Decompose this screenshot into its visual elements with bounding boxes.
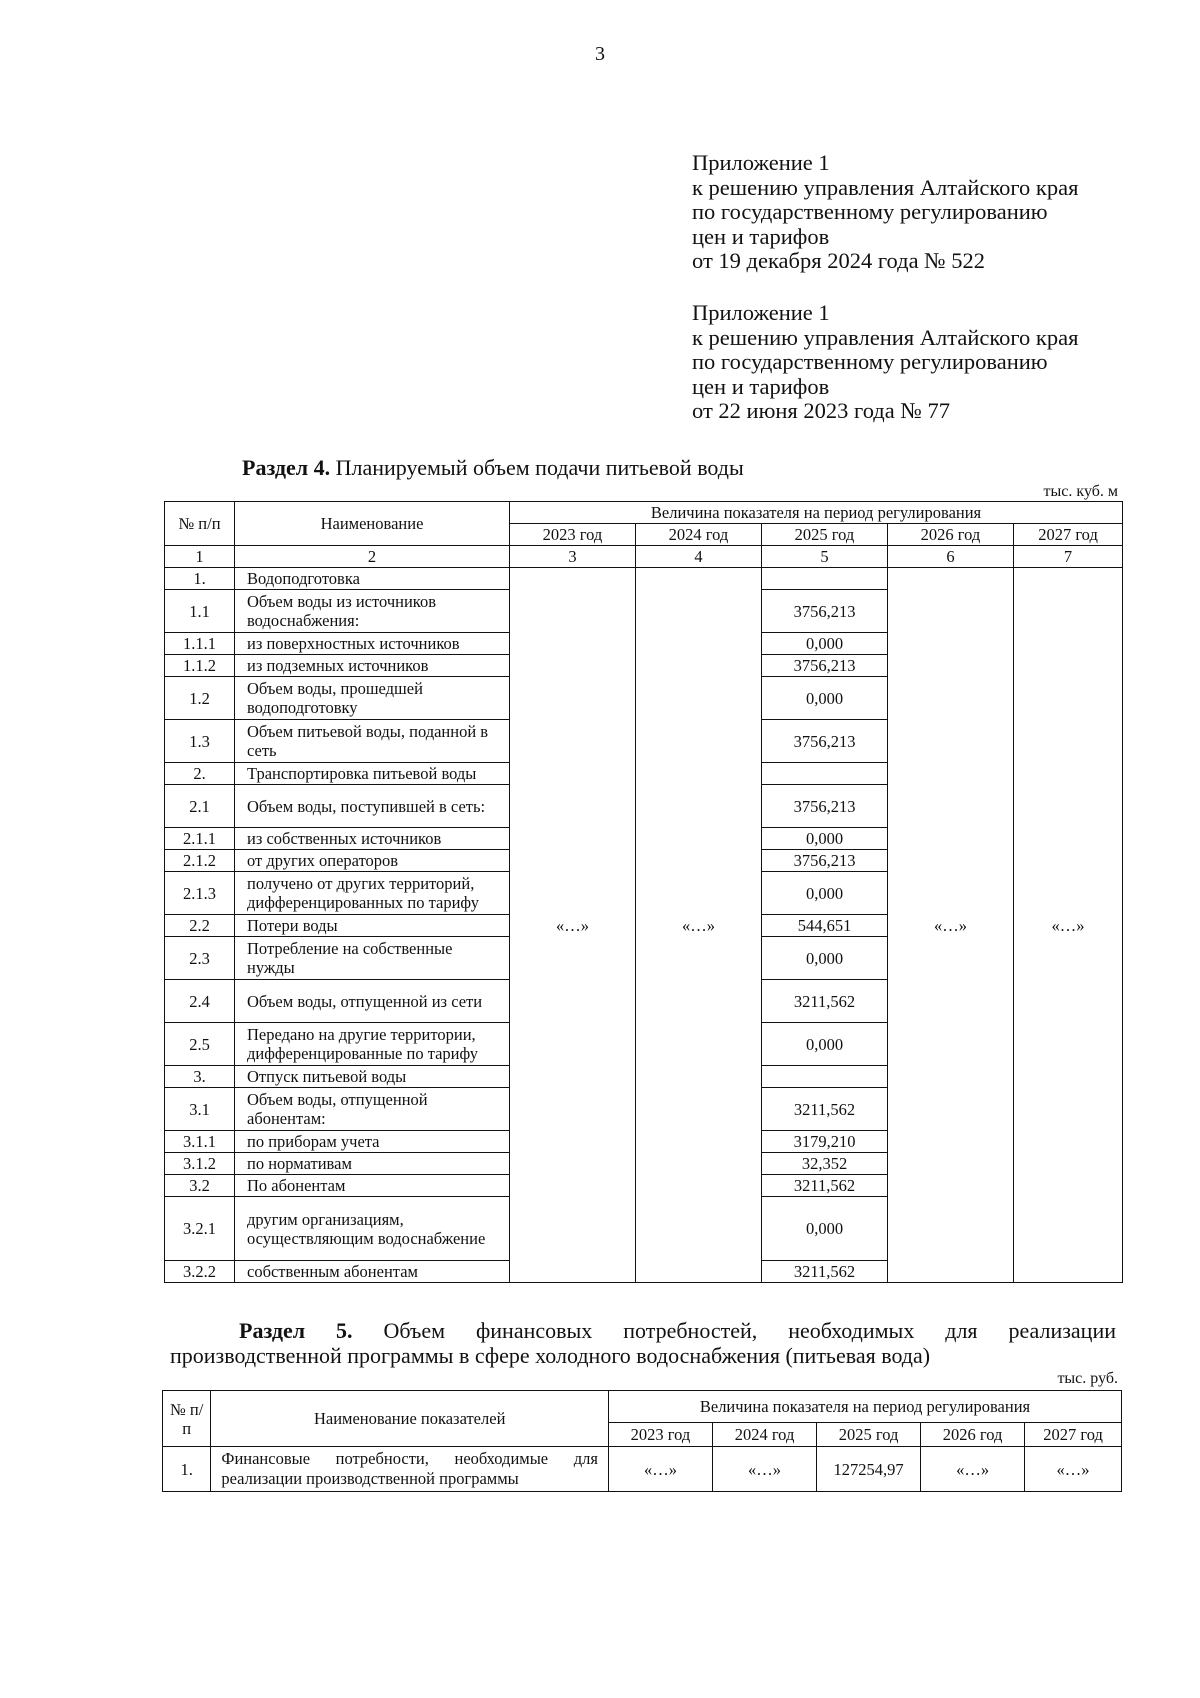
row-name: Передано на другие территории, дифференцированные по тарифу	[235, 1023, 510, 1066]
row-value-2025: 3756,213	[762, 720, 888, 763]
section-5-table	[162, 1390, 1122, 1492]
value-2026-omitted: «…»	[888, 568, 1014, 1283]
row-name: Объем воды, поступившей в сеть:	[235, 785, 510, 828]
page-number: 3	[595, 43, 605, 65]
column-number: 6	[888, 546, 1014, 568]
row-value-2025: 0,000	[762, 1023, 888, 1066]
row-value-2025: 3211,562	[762, 1261, 888, 1283]
row-value-2025: 3211,562	[762, 1175, 888, 1197]
appendix-line: Приложение 1	[692, 150, 830, 175]
row-value: «…»	[608, 1447, 712, 1492]
column-number: 5	[762, 546, 888, 568]
table-row	[165, 568, 1123, 590]
section-4-table	[164, 501, 1123, 1283]
appendix-line: цен и тарифов	[692, 373, 830, 399]
row-name: Отпуск питьевой воды	[235, 1066, 510, 1088]
row-name: другим организациям, осуществляющим водоснабжение	[235, 1197, 510, 1261]
row-value-2025: 0,000	[762, 828, 888, 850]
row-value-2025: 3211,562	[762, 1088, 888, 1131]
row-name: от других операторов	[235, 850, 510, 872]
header-year: 2025 год	[817, 1423, 921, 1447]
header-name: Наименование	[235, 502, 510, 546]
column-number: 4	[636, 546, 762, 568]
row-value-2025	[762, 763, 888, 785]
header-group: Величина показателя на период регулирования	[510, 502, 1123, 524]
row-num: 1.3	[165, 720, 235, 763]
value-2023-omitted: «…»	[510, 568, 636, 1283]
row-name: Транспортировка питьевой воды	[235, 763, 510, 785]
row-value-2025: 32,352	[762, 1153, 888, 1175]
row-value-2025: 0,000	[762, 872, 888, 915]
row-num: 1.1.2	[165, 655, 235, 677]
row-num: 2.2	[165, 915, 235, 937]
column-number: 1	[165, 546, 235, 568]
row-num: 2.	[165, 763, 235, 785]
appendix-line: по государственному регулированию	[692, 199, 1048, 224]
row-value-2025: 544,651	[762, 915, 888, 937]
row-num: 1.	[165, 568, 235, 590]
row-value-2025: 0,000	[762, 633, 888, 655]
row-num: 2.3	[165, 937, 235, 980]
header-year: 2027 год	[1014, 524, 1123, 546]
row-name: из подземных источников	[235, 655, 510, 677]
row-num: 3.1.1	[165, 1131, 235, 1153]
section-4-unit: тыс. куб. м	[1043, 483, 1118, 500]
section-5-title-line1: Объем финансовых потребностей, необходимых для реализации	[383, 1318, 1116, 1343]
header-year: 2027 год	[1025, 1423, 1122, 1447]
value-2027-omitted: «…»	[1014, 568, 1123, 1283]
appendix-line: от 19 декабря 2024 года № 522	[692, 248, 986, 273]
row-num: 2.1.3	[165, 872, 235, 915]
row-name: Потребление на собственные нужды	[235, 937, 510, 980]
section-5-label: Раздел 5.	[239, 1318, 353, 1343]
row-value: «…»	[921, 1447, 1025, 1492]
row-value-2025: 0,000	[762, 937, 888, 980]
row-value: «…»	[1025, 1447, 1122, 1492]
row-value-2025: 3756,213	[762, 655, 888, 677]
appendix-line: цен и тарифов	[692, 223, 830, 249]
section-4-title	[242, 455, 744, 481]
row-num: 1.1	[165, 590, 235, 633]
row-name: Объем воды из источников водоснабжения:	[235, 590, 510, 633]
header-group: Величина показателя на период регулирования	[608, 1391, 1121, 1423]
header-year: 2024 год	[636, 524, 762, 546]
row-name: Потери воды	[235, 915, 510, 937]
row-name: По абонентам	[235, 1175, 510, 1197]
row-num: 1.1.1	[165, 633, 235, 655]
row-value-2025: 3211,562	[762, 980, 888, 1023]
row-value-2025: 3756,213	[762, 785, 888, 828]
header-year: 2023 год	[510, 524, 636, 546]
row-num: 3.1.2	[165, 1153, 235, 1175]
row-num: 2.5	[165, 1023, 235, 1066]
header-num: № п/п	[163, 1391, 211, 1447]
column-number: 7	[1014, 546, 1123, 568]
header-year: 2025 год	[762, 524, 888, 546]
appendix-line: Приложение 1	[692, 300, 830, 325]
row-value: 127254,97	[817, 1447, 921, 1492]
value-2024-omitted: «…»	[636, 568, 762, 1283]
row-name: Объем питьевой воды, поданной в сеть	[235, 720, 510, 763]
column-number: 3	[510, 546, 636, 568]
row-value: «…»	[713, 1447, 817, 1492]
appendix-line: к решению управления Алтайского края	[692, 174, 1079, 200]
row-value-2025	[762, 568, 888, 590]
header-year: 2026 год	[921, 1423, 1025, 1447]
section-4-title-text: Планируемый объем подачи питьевой воды	[335, 455, 744, 480]
row-value-2025: 3756,213	[762, 850, 888, 872]
appendix-current-block	[692, 151, 1172, 274]
row-num: 1.2	[165, 677, 235, 720]
row-name: из поверхностных источников	[235, 633, 510, 655]
appendix-previous-block	[692, 301, 1172, 424]
row-num: 2.1.1	[165, 828, 235, 850]
row-name: из собственных источников	[235, 828, 510, 850]
header-year: 2026 год	[888, 524, 1014, 546]
section-5-unit: тыс. руб.	[1057, 1370, 1118, 1387]
row-num: 3.2.1	[165, 1197, 235, 1261]
row-name: получено от других территорий, дифференцированных по тарифу	[235, 872, 510, 915]
row-num: 1.	[163, 1447, 211, 1492]
row-value-2025: 3756,213	[762, 590, 888, 633]
row-value-2025	[762, 1066, 888, 1088]
row-num: 2.4	[165, 980, 235, 1023]
section-5-title	[170, 1318, 1116, 1368]
row-value-2025: 3179,210	[762, 1131, 888, 1153]
column-number: 2	[235, 546, 510, 568]
row-num: 3.1	[165, 1088, 235, 1131]
row-value-2025: 0,000	[762, 677, 888, 720]
row-name: по нормативам	[235, 1153, 510, 1175]
header-year: 2023 год	[608, 1423, 712, 1447]
appendix-line: к решению управления Алтайского края	[692, 324, 1079, 350]
section-4-label: Раздел 4.	[242, 455, 331, 480]
appendix-line: по государственному регулированию	[692, 349, 1048, 374]
row-num: 2.1	[165, 785, 235, 828]
row-num: 3.	[165, 1066, 235, 1088]
row-name: Объем воды, отпущенной абонентам:	[235, 1088, 510, 1131]
row-name: Финансовые потребности, необходимые для реализации производственной программы	[211, 1447, 609, 1492]
row-name: по приборам учета	[235, 1131, 510, 1153]
row-value-2025: 0,000	[762, 1197, 888, 1261]
row-name: Объем воды, прошедшей водоподготовку	[235, 677, 510, 720]
appendix-line: от 22 июня 2023 года № 77	[692, 398, 950, 423]
header-num: № п/п	[165, 502, 235, 546]
row-num: 3.2	[165, 1175, 235, 1197]
header-year: 2024 год	[713, 1423, 817, 1447]
section-5-title-line2: производственной программы в сфере холодного водоснабжения (питьевая вода)	[170, 1343, 931, 1368]
row-name: Водоподготовка	[235, 568, 510, 590]
row-num: 2.1.2	[165, 850, 235, 872]
header-name: Наименование показателей	[211, 1391, 609, 1447]
row-num: 3.2.2	[165, 1261, 235, 1283]
row-name: Объем воды, отпущенной из сети	[235, 980, 510, 1023]
row-name: собственным абонентам	[235, 1261, 510, 1283]
